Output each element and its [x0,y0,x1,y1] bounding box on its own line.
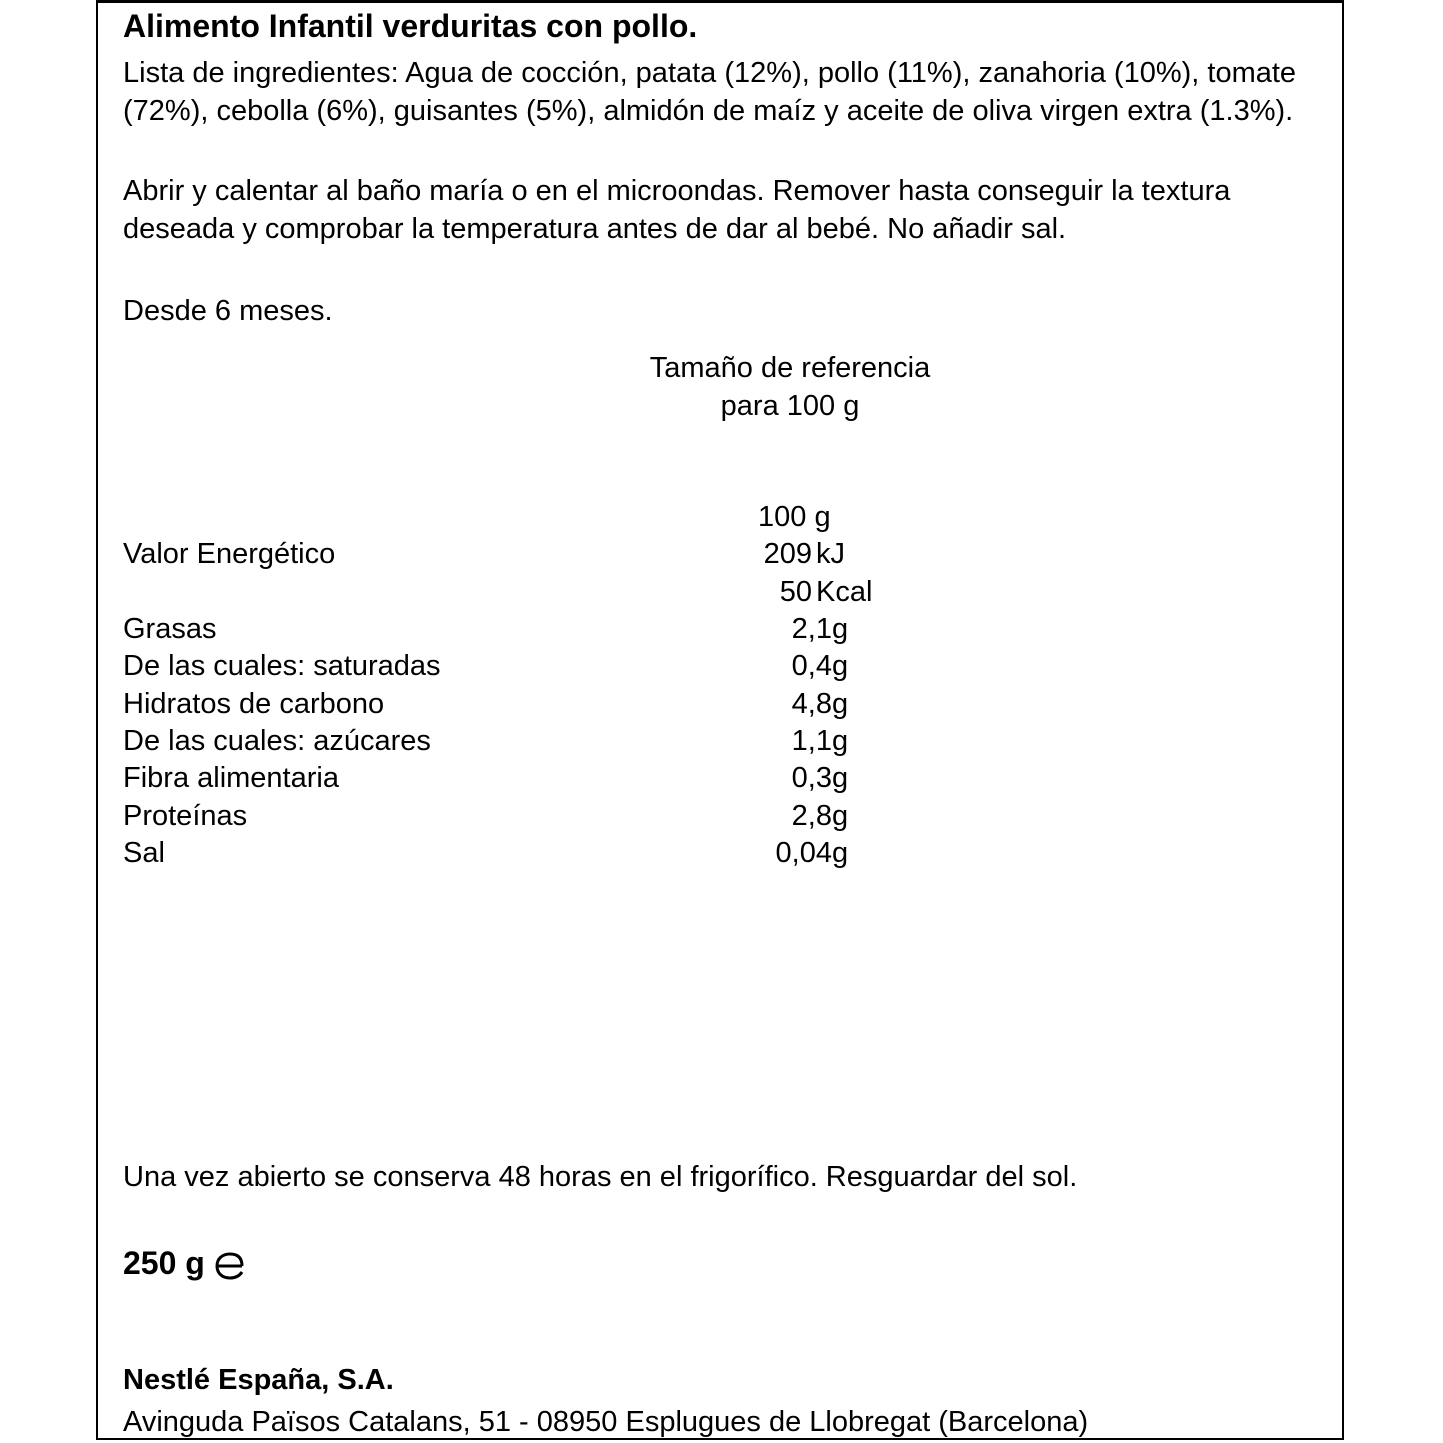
storage-instructions: Una vez abierto se conserva 48 horas en el frigorífico. Resguardar del sol. [123,1161,1078,1193]
estimated-sign-icon [213,1251,247,1281]
net-weight [123,1244,247,1282]
nutrient-value: 0,04 [775,837,832,869]
product-title: Alimento Infantil verduritas con pollo. [123,8,698,44]
nutrient-value: 1,1 [791,725,832,757]
nutrient-unit: g [832,613,849,645]
energy-kcal-unit: Kcal [816,576,873,608]
nutrient-unit: g [832,725,849,757]
energy-kj-value: 209 [763,538,812,570]
nutrient-value: 4,8 [791,688,832,720]
nutrient-label: De las cuales: saturadas [123,650,441,682]
nutrient-unit: g [832,800,849,832]
nutrient-unit: g [832,837,849,869]
nutrient-unit: g [832,688,849,720]
preparation-instructions: Abrir y calentar al baño maría o en el microondas. Remover hasta conseguir la textura deseada y comprobar la temperatura antes de dar al bebé. No añadir sal. [123,175,1231,245]
nutrient-label: Fibra alimentaria [123,762,339,794]
reference-size-line2: para 100 g [720,390,860,422]
nutrient-value: 0,3 [791,762,832,794]
age-recommendation: Desde 6 meses. [123,295,333,327]
manufacturer-address: Avinguda Països Catalans, 51 - 08950 Esplugues de Llobregat (Barcelona) [123,1406,1089,1438]
nutrient-label: De las cuales: azúcares [123,725,431,757]
nutrient-label: Sal [123,837,165,869]
reference-size-line1: Tamaño de referencia [649,352,931,384]
nutrient-unit: g [832,762,849,794]
nutrient-unit: g [832,650,849,682]
nutrient-label: Proteínas [123,800,248,832]
nutrition-column-header: 100 g [758,501,831,533]
nutrient-value: 2,8 [791,800,832,832]
ingredients-list: Lista de ingredientes: Agua de cocción, patata (12%), pollo (11%), zanahoria (10%), tomate (72%), cebolla (6%), guisantes (5%), almidón de maíz y aceite de oliva virgen extra (1.3%). [123,57,1297,127]
energy-kj-unit: kJ [816,538,845,570]
nutrient-label: Grasas [123,613,217,645]
manufacturer-name: Nestlé España, S.A. [123,1364,394,1396]
nutrient-label: Hidratos de carbono [123,688,385,720]
energy-kcal-value: 50 [779,576,812,608]
net-weight-value: 250 g [123,1245,205,1281]
nutrient-value: 0,4 [791,650,832,682]
nutrient-value: 2,1 [791,613,832,645]
energy-label: Valor Energético [123,538,336,570]
